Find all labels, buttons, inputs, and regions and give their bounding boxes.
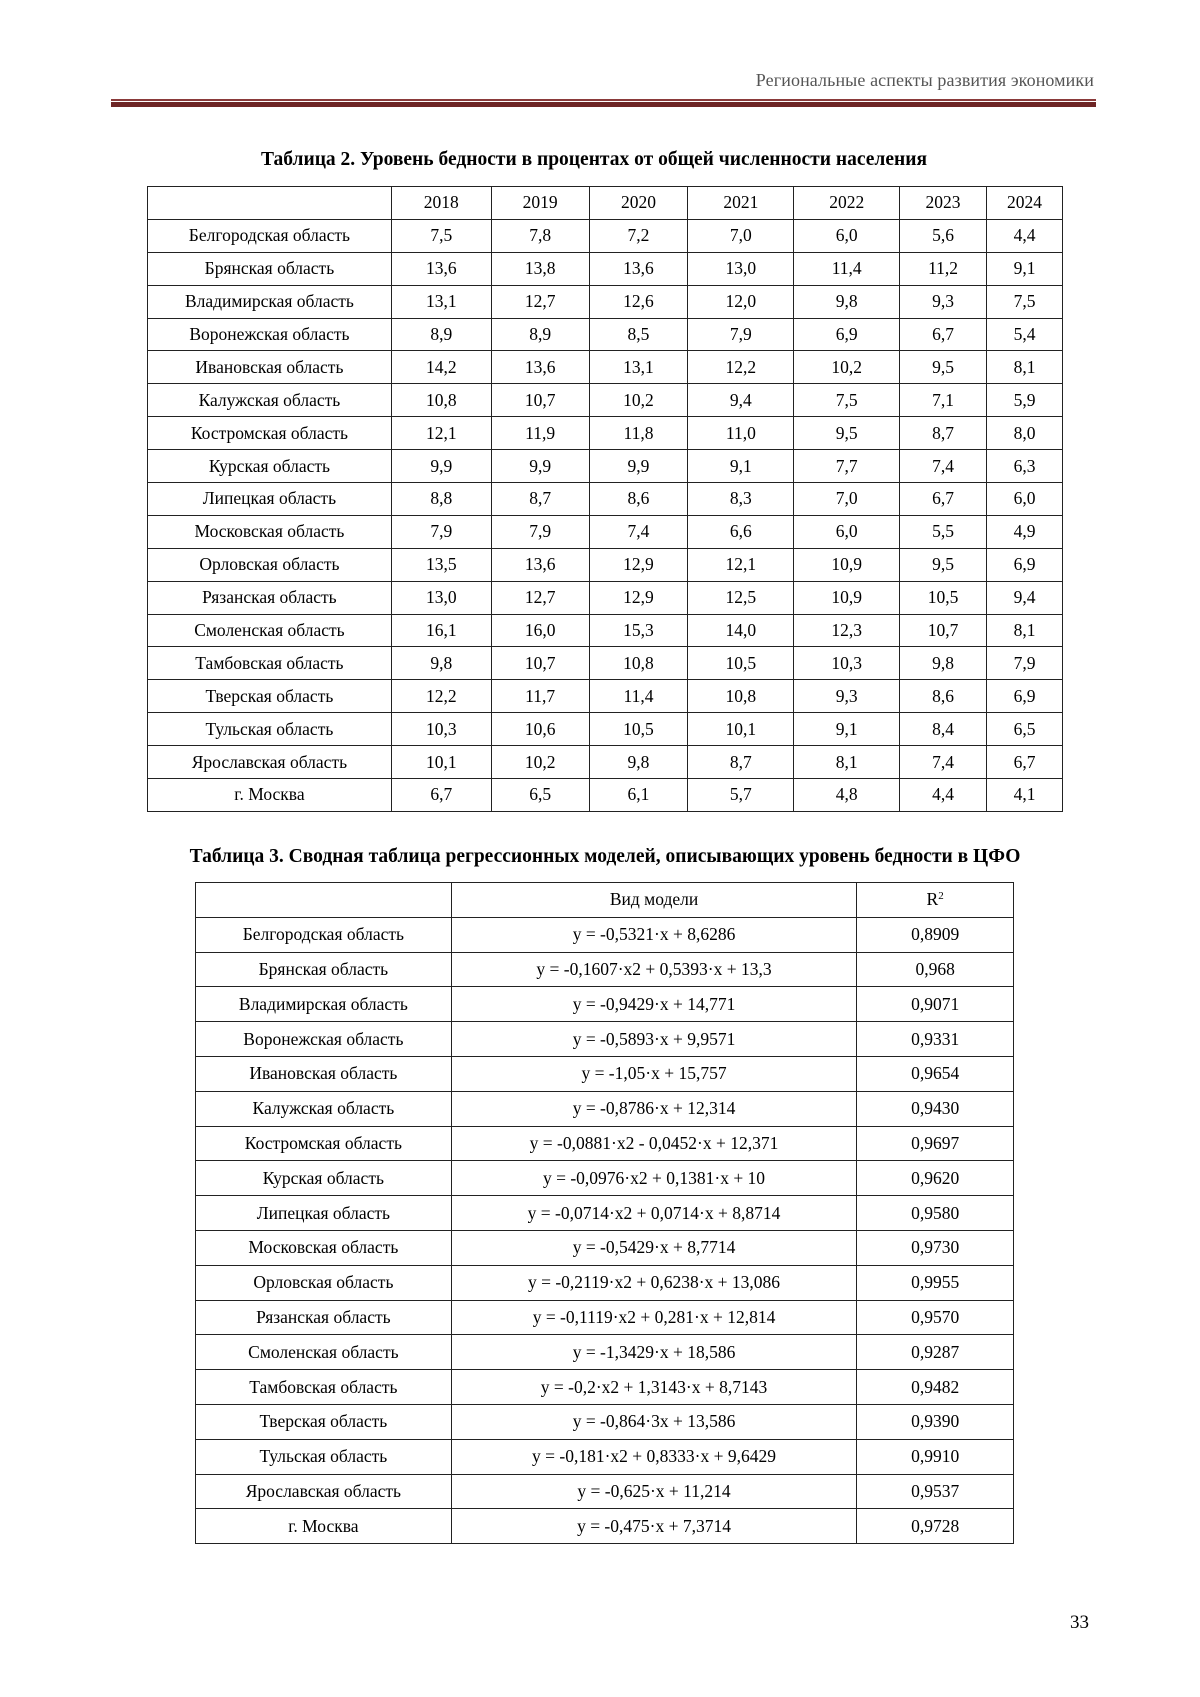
column-header: 2023: [900, 187, 987, 220]
region-cell: Рязанская область: [148, 581, 392, 614]
table-row: [196, 1196, 1014, 1231]
region-cell: Калужская область: [196, 1091, 452, 1126]
value-cell: 0,9482: [857, 1370, 1014, 1405]
column-header: 2021: [688, 187, 794, 220]
value-cell: 12,7: [491, 285, 589, 318]
value-cell: 6,7: [900, 318, 987, 351]
value-cell: 4,8: [794, 779, 900, 812]
table-row: [196, 1022, 1014, 1057]
value-cell: 4,1: [987, 779, 1063, 812]
value-cell: 10,8: [589, 647, 688, 680]
region-cell: Ивановская область: [148, 351, 392, 384]
region-cell: Ярославская область: [196, 1474, 452, 1509]
value-cell: 0,9570: [857, 1300, 1014, 1335]
table-row: [196, 1265, 1014, 1300]
value-cell: y = -0,5321·x + 8,6286: [451, 917, 857, 952]
value-cell: 4,4: [987, 219, 1063, 252]
value-cell: 0,9287: [857, 1335, 1014, 1370]
table-row: [196, 1335, 1014, 1370]
value-cell: 9,5: [900, 548, 987, 581]
region-cell: Тамбовская область: [196, 1370, 452, 1405]
region-cell: Ивановская область: [196, 1056, 452, 1091]
value-cell: 13,0: [688, 252, 794, 285]
table-row: [196, 917, 1014, 952]
table-row: [148, 515, 1063, 548]
region-cell: г. Москва: [196, 1509, 452, 1544]
table-row: [148, 713, 1063, 746]
table2-caption: Таблица 2. Уровень бедности в процентах от общей численности населения: [260, 149, 927, 170]
value-cell: 0,9430: [857, 1091, 1014, 1126]
value-cell: 7,9: [688, 318, 794, 351]
value-cell: 8,9: [491, 318, 589, 351]
value-cell: 0,9730: [857, 1230, 1014, 1265]
value-cell: 0,968: [857, 952, 1014, 987]
region-cell: Курская область: [196, 1161, 452, 1196]
value-cell: 6,0: [987, 483, 1063, 516]
value-cell: y = -0,1607·x2 + 0,5393·x + 13,3: [451, 952, 857, 987]
table-row: [148, 417, 1063, 450]
value-cell: 6,5: [987, 713, 1063, 746]
value-cell: 6,0: [794, 219, 900, 252]
column-header: 2019: [491, 187, 589, 220]
value-cell: 12,1: [391, 417, 491, 450]
value-cell: 10,9: [794, 581, 900, 614]
table-row: [148, 779, 1063, 812]
value-cell: 12,7: [491, 581, 589, 614]
table-row: [196, 1300, 1014, 1335]
value-cell: 8,1: [794, 746, 900, 779]
region-cell: Брянская область: [196, 952, 452, 987]
table-row: [196, 1404, 1014, 1439]
value-cell: 8,1: [987, 614, 1063, 647]
value-cell: 10,8: [391, 384, 491, 417]
value-cell: 5,4: [987, 318, 1063, 351]
table-row: [196, 1439, 1014, 1474]
value-cell: 8,6: [589, 483, 688, 516]
value-cell: 13,0: [391, 581, 491, 614]
value-cell: 7,0: [794, 483, 900, 516]
poverty-level-table: [147, 186, 1063, 812]
value-cell: 13,1: [391, 285, 491, 318]
value-cell: 13,8: [491, 252, 589, 285]
value-cell: y = -0,181·x2 + 0,8333·x + 9,6429: [451, 1439, 857, 1474]
table-row: [196, 1370, 1014, 1405]
value-cell: 9,5: [900, 351, 987, 384]
column-header: [196, 883, 452, 918]
column-header: 2024: [987, 187, 1063, 220]
value-cell: 12,9: [589, 581, 688, 614]
region-cell: г. Москва: [148, 779, 392, 812]
table-row: [148, 581, 1063, 614]
column-header: 2020: [589, 187, 688, 220]
value-cell: 14,2: [391, 351, 491, 384]
value-cell: 6,5: [491, 779, 589, 812]
value-cell: 10,2: [589, 384, 688, 417]
value-cell: 9,1: [987, 252, 1063, 285]
value-cell: 10,9: [794, 548, 900, 581]
value-cell: 11,9: [491, 417, 589, 450]
value-cell: 6,6: [688, 515, 794, 548]
value-cell: 7,2: [589, 219, 688, 252]
value-cell: 6,1: [589, 779, 688, 812]
value-cell: y = -0,2119·x2 + 0,6238·x + 13,086: [451, 1265, 857, 1300]
value-cell: 7,9: [391, 515, 491, 548]
region-cell: Владимирская область: [196, 987, 452, 1022]
value-cell: 11,4: [794, 252, 900, 285]
table-row: [148, 384, 1063, 417]
value-cell: 6,9: [794, 318, 900, 351]
value-cell: 6,3: [987, 450, 1063, 483]
table-row: [196, 1509, 1014, 1544]
value-cell: 8,4: [900, 713, 987, 746]
value-cell: 11,0: [688, 417, 794, 450]
table3-caption: Таблица 3. Сводная таблица регрессионных моделей, описывающих уровень бедности в ЦФО: [189, 846, 1021, 867]
value-cell: 0,9910: [857, 1439, 1014, 1474]
value-cell: 7,4: [900, 450, 987, 483]
region-cell: Курская область: [148, 450, 392, 483]
value-cell: 7,8: [491, 219, 589, 252]
value-cell: 4,9: [987, 515, 1063, 548]
value-cell: 13,1: [589, 351, 688, 384]
value-cell: 7,7: [794, 450, 900, 483]
value-cell: 12,2: [688, 351, 794, 384]
region-cell: Воронежская область: [148, 318, 392, 351]
value-cell: 8,7: [491, 483, 589, 516]
value-cell: 8,7: [688, 746, 794, 779]
table-row: [148, 614, 1063, 647]
column-header: [148, 187, 392, 220]
value-cell: 6,7: [987, 746, 1063, 779]
value-cell: 8,9: [391, 318, 491, 351]
region-cell: Липецкая область: [196, 1196, 452, 1231]
value-cell: 5,6: [900, 219, 987, 252]
table-header-row: [148, 187, 1063, 220]
table-row: [196, 1230, 1014, 1265]
value-cell: 10,6: [491, 713, 589, 746]
value-cell: 8,8: [391, 483, 491, 516]
value-cell: y = -0,864·3x + 13,586: [451, 1404, 857, 1439]
value-cell: 0,9697: [857, 1126, 1014, 1161]
value-cell: 9,8: [589, 746, 688, 779]
region-cell: Тверская область: [148, 680, 392, 713]
value-cell: y = -0,1119·x2 + 0,281·x + 12,814: [451, 1300, 857, 1335]
table-row: [148, 647, 1063, 680]
value-cell: 0,9955: [857, 1265, 1014, 1300]
table-row: [148, 483, 1063, 516]
value-cell: 10,1: [391, 746, 491, 779]
value-cell: 9,9: [491, 450, 589, 483]
region-cell: Воронежская область: [196, 1022, 452, 1057]
region-cell: Белгородская область: [148, 219, 392, 252]
value-cell: 10,5: [589, 713, 688, 746]
value-cell: y = -0,0976·x2 + 0,1381·x + 10: [451, 1161, 857, 1196]
value-cell: y = -0,9429·x + 14,771: [451, 987, 857, 1022]
table-row: [196, 1091, 1014, 1126]
column-header: $R^2$: [857, 883, 1014, 918]
value-cell: 7,0: [688, 219, 794, 252]
value-cell: 6,7: [391, 779, 491, 812]
value-cell: 0,9580: [857, 1196, 1014, 1231]
value-cell: 9,5: [794, 417, 900, 450]
table-row: [196, 952, 1014, 987]
value-cell: 8,6: [900, 680, 987, 713]
value-cell: 0,8909: [857, 917, 1014, 952]
table-row: [196, 1056, 1014, 1091]
value-cell: 7,5: [794, 384, 900, 417]
table-row: [196, 1126, 1014, 1161]
value-cell: 9,3: [900, 285, 987, 318]
region-cell: Орловская область: [196, 1265, 452, 1300]
value-cell: 7,4: [589, 515, 688, 548]
value-cell: 12,6: [589, 285, 688, 318]
value-cell: 16,0: [491, 614, 589, 647]
value-cell: 0,9654: [857, 1056, 1014, 1091]
value-cell: 12,0: [688, 285, 794, 318]
value-cell: 8,7: [900, 417, 987, 450]
value-cell: 11,8: [589, 417, 688, 450]
value-cell: 8,3: [688, 483, 794, 516]
region-cell: Тульская область: [148, 713, 392, 746]
table-row: [148, 219, 1063, 252]
value-cell: 6,0: [794, 515, 900, 548]
value-cell: 0,9620: [857, 1161, 1014, 1196]
region-cell: Владимирская область: [148, 285, 392, 318]
table-row: [196, 987, 1014, 1022]
value-cell: 5,7: [688, 779, 794, 812]
value-cell: 10,7: [900, 614, 987, 647]
header-rule-thin: [111, 99, 1096, 101]
value-cell: 16,1: [391, 614, 491, 647]
value-cell: 12,1: [688, 548, 794, 581]
running-title: Региональные аспекты развития экономики: [755, 70, 1094, 90]
region-cell: Рязанская область: [196, 1300, 452, 1335]
value-cell: 9,8: [391, 647, 491, 680]
value-cell: 10,7: [491, 384, 589, 417]
value-cell: y = -0,0714·x2 + 0,0714·x + 8,8714: [451, 1196, 857, 1231]
value-cell: 5,9: [987, 384, 1063, 417]
value-cell: 4,4: [900, 779, 987, 812]
value-cell: 11,7: [491, 680, 589, 713]
value-cell: 10,2: [794, 351, 900, 384]
value-cell: 7,5: [391, 219, 491, 252]
page-number: 33: [1070, 1612, 1089, 1633]
value-cell: 9,4: [987, 581, 1063, 614]
value-cell: 7,9: [987, 647, 1063, 680]
value-cell: 11,4: [589, 680, 688, 713]
value-cell: 6,9: [987, 680, 1063, 713]
value-cell: 14,0: [688, 614, 794, 647]
region-cell: Московская область: [148, 515, 392, 548]
value-cell: y = -0,8786·x + 12,314: [451, 1091, 857, 1126]
column-header: Вид модели: [451, 883, 857, 918]
table-row: [148, 548, 1063, 581]
value-cell: 10,7: [491, 647, 589, 680]
value-cell: 7,1: [900, 384, 987, 417]
value-cell: y = -0,625·x + 11,214: [451, 1474, 857, 1509]
value-cell: 13,6: [391, 252, 491, 285]
region-cell: Ярославская область: [148, 746, 392, 779]
value-cell: 12,2: [391, 680, 491, 713]
region-cell: Липецкая область: [148, 483, 392, 516]
table-row: [148, 252, 1063, 285]
value-cell: y = -0,5893·x + 9,9571: [451, 1022, 857, 1057]
value-cell: 8,1: [987, 351, 1063, 384]
value-cell: 10,1: [688, 713, 794, 746]
value-cell: 0,9331: [857, 1022, 1014, 1057]
table-row: [148, 450, 1063, 483]
value-cell: y = -0,2·x2 + 1,3143·x + 8,7143: [451, 1370, 857, 1405]
value-cell: 13,6: [491, 548, 589, 581]
value-cell: y = -1,3429·x + 18,586: [451, 1335, 857, 1370]
column-header: 2018: [391, 187, 491, 220]
region-cell: Белгородская область: [196, 917, 452, 952]
region-cell: Смоленская область: [196, 1335, 452, 1370]
value-cell: 9,8: [794, 285, 900, 318]
value-cell: 9,9: [391, 450, 491, 483]
value-cell: 9,8: [900, 647, 987, 680]
region-cell: Калужская область: [148, 384, 392, 417]
value-cell: 0,9728: [857, 1509, 1014, 1544]
value-cell: 13,6: [491, 351, 589, 384]
value-cell: 10,5: [688, 647, 794, 680]
value-cell: 7,5: [987, 285, 1063, 318]
region-cell: Орловская область: [148, 548, 392, 581]
value-cell: y = -1,05·x + 15,757: [451, 1056, 857, 1091]
value-cell: 8,5: [589, 318, 688, 351]
region-cell: Московская область: [196, 1230, 452, 1265]
value-cell: y = -0,475·x + 7,3714: [451, 1509, 857, 1544]
value-cell: 9,1: [688, 450, 794, 483]
value-cell: 0,9071: [857, 987, 1014, 1022]
value-cell: 11,2: [900, 252, 987, 285]
table-row: [148, 351, 1063, 384]
region-cell: Тульская область: [196, 1439, 452, 1474]
table-row: [148, 318, 1063, 351]
value-cell: 10,5: [900, 581, 987, 614]
value-cell: 10,2: [491, 746, 589, 779]
value-cell: 6,9: [987, 548, 1063, 581]
table-row: [148, 746, 1063, 779]
value-cell: 13,6: [589, 252, 688, 285]
value-cell: 9,4: [688, 384, 794, 417]
table-header-row: [196, 883, 1014, 918]
regression-models-table: [195, 882, 1014, 1544]
value-cell: 15,3: [589, 614, 688, 647]
region-cell: Костромская область: [196, 1126, 452, 1161]
region-cell: Костромская область: [148, 417, 392, 450]
value-cell: y = -0,5429·x + 8,7714: [451, 1230, 857, 1265]
value-cell: 8,0: [987, 417, 1063, 450]
table-row: [148, 680, 1063, 713]
value-cell: 9,3: [794, 680, 900, 713]
value-cell: 9,9: [589, 450, 688, 483]
value-cell: y = -0,0881·x2 - 0,0452·x + 12,371: [451, 1126, 857, 1161]
value-cell: 7,4: [900, 746, 987, 779]
region-cell: Смоленская область: [148, 614, 392, 647]
value-cell: 10,3: [794, 647, 900, 680]
value-cell: 0,9537: [857, 1474, 1014, 1509]
value-cell: 9,1: [794, 713, 900, 746]
value-cell: 13,5: [391, 548, 491, 581]
value-cell: 10,8: [688, 680, 794, 713]
header-rule-thick: [111, 102, 1096, 107]
region-cell: Тверская область: [196, 1404, 452, 1439]
value-cell: 12,9: [589, 548, 688, 581]
value-cell: 12,3: [794, 614, 900, 647]
value-cell: 10,3: [391, 713, 491, 746]
value-cell: 5,5: [900, 515, 987, 548]
table-row: [196, 1161, 1014, 1196]
value-cell: 12,5: [688, 581, 794, 614]
region-cell: Брянская область: [148, 252, 392, 285]
value-cell: 0,9390: [857, 1404, 1014, 1439]
region-cell: Тамбовская область: [148, 647, 392, 680]
value-cell: 6,7: [900, 483, 987, 516]
table-row: [196, 1474, 1014, 1509]
column-header: 2022: [794, 187, 900, 220]
table-row: [148, 285, 1063, 318]
value-cell: 7,9: [491, 515, 589, 548]
